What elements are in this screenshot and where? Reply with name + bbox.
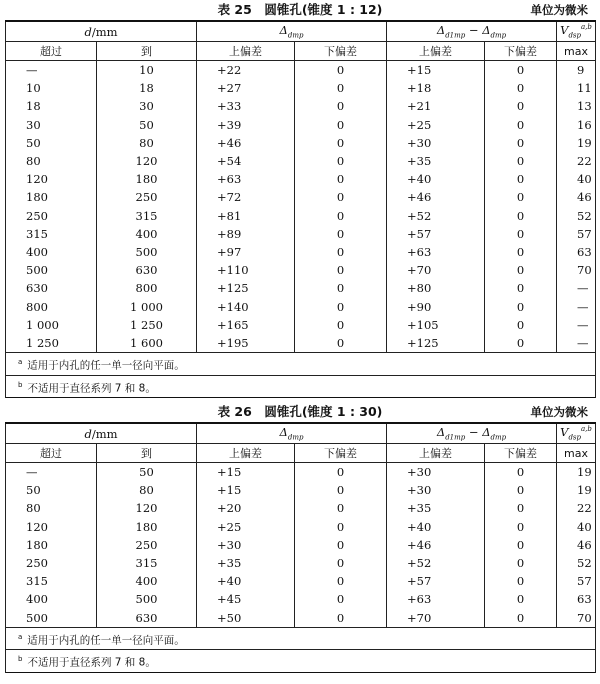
cell-max: 22: [557, 152, 596, 170]
cell-over: 500: [6, 261, 97, 279]
cell-lower: 0: [485, 152, 557, 170]
cell-upper: +35: [387, 499, 485, 517]
header-lower: 下偏差: [295, 42, 387, 61]
cell-upper: +40: [387, 518, 485, 536]
cell-upper: +33: [197, 97, 295, 115]
cell-upper: +57: [387, 572, 485, 590]
cell-over: 250: [6, 554, 97, 572]
cell-lower: 0: [485, 572, 557, 590]
cell-to: 10: [97, 61, 197, 80]
header-lower: 下偏差: [485, 42, 557, 61]
cell-over: 400: [6, 590, 97, 608]
table-row: [6, 499, 596, 517]
cell-lower: 0: [295, 134, 387, 152]
cell-max: 63: [557, 590, 596, 608]
cell-to: 50: [97, 463, 197, 482]
cell-to: 1 600: [97, 334, 197, 353]
cell-lower: 0: [485, 279, 557, 297]
cell-lower: 0: [485, 316, 557, 334]
header-v-group: $V_{dsp}^{a,b}$: [557, 423, 596, 444]
table-body: [6, 61, 596, 353]
cell-over: —: [6, 61, 97, 80]
cell-lower: 0: [485, 481, 557, 499]
cell-upper: +27: [197, 79, 295, 97]
cell-upper: +39: [197, 116, 295, 134]
cell-over: 1 250: [6, 334, 97, 353]
cell-lower: 0: [485, 518, 557, 536]
header-lower: 下偏差: [485, 444, 557, 463]
cell-to: 80: [97, 481, 197, 499]
cell-lower: 0: [295, 536, 387, 554]
cell-lower: 0: [295, 188, 387, 206]
cell-max: 52: [557, 207, 596, 225]
header-dmp-group: $\Delta_{dmp}$: [197, 423, 387, 444]
cell-upper: +140: [197, 297, 295, 315]
table-caption: [0, 402, 600, 422]
table-row: [6, 609, 596, 628]
cell-to: 630: [97, 609, 197, 628]
table-row: [6, 334, 596, 353]
cell-upper: +15: [387, 61, 485, 80]
cell-lower: 0: [485, 225, 557, 243]
cell-lower: 0: [295, 572, 387, 590]
cell-over: 250: [6, 207, 97, 225]
cell-upper: +15: [197, 463, 295, 482]
cell-upper: +50: [197, 609, 295, 628]
cell-over: 80: [6, 499, 97, 517]
footnote: $^b$ 不适用于直径系列 7 和 8。: [6, 375, 596, 398]
cell-lower: 0: [295, 116, 387, 134]
cell-max: —: [557, 334, 596, 353]
cell-to: 315: [97, 554, 197, 572]
header-upper: 上偏差: [197, 444, 295, 463]
cell-lower: 0: [295, 609, 387, 628]
table-caption: [0, 0, 600, 20]
cell-max: 70: [557, 261, 596, 279]
cell-upper: +90: [387, 297, 485, 315]
cell-max: 40: [557, 518, 596, 536]
cell-lower: 0: [485, 134, 557, 152]
cell-max: 11: [557, 79, 596, 97]
header-dmp-group: $\Delta_{dmp}$: [197, 21, 387, 42]
cell-to: 50: [97, 116, 197, 134]
cell-to: 120: [97, 152, 197, 170]
table-row: [6, 463, 596, 482]
cell-over: 400: [6, 243, 97, 261]
table-row: [6, 481, 596, 499]
cell-upper: +30: [387, 463, 485, 482]
cell-to: 1 250: [97, 316, 197, 334]
header-diff-group: $\Delta_{d1mp} - \Delta_{dmp}$: [387, 423, 557, 444]
header-max: max: [557, 42, 596, 61]
cell-lower: 0: [485, 188, 557, 206]
cell-upper: +52: [387, 554, 485, 572]
cell-lower: 0: [485, 536, 557, 554]
cell-max: 57: [557, 225, 596, 243]
table-row: [6, 518, 596, 536]
table-row: [6, 261, 596, 279]
cell-lower: 0: [295, 79, 387, 97]
cell-upper: +63: [197, 170, 295, 188]
header-upper: 上偏差: [197, 42, 295, 61]
cell-to: 250: [97, 536, 197, 554]
cell-upper: +97: [197, 243, 295, 261]
cell-upper: +25: [387, 116, 485, 134]
cell-upper: +22: [197, 61, 295, 80]
cell-to: 180: [97, 170, 197, 188]
cell-lower: 0: [295, 297, 387, 315]
table-row: [6, 116, 596, 134]
cell-max: —: [557, 316, 596, 334]
cell-upper: +15: [197, 481, 295, 499]
cell-upper: +70: [387, 609, 485, 628]
footnote: $^b$ 不适用于直径系列 7 和 8。: [6, 650, 596, 673]
cell-lower: 0: [295, 170, 387, 188]
cell-upper: +46: [387, 188, 485, 206]
cell-lower: 0: [295, 518, 387, 536]
table-row: [6, 590, 596, 608]
cell-max: 16: [557, 116, 596, 134]
cell-to: 180: [97, 518, 197, 536]
cell-lower: 0: [485, 609, 557, 628]
cell-over: —: [6, 463, 97, 482]
cell-lower: 0: [485, 116, 557, 134]
table-row: [6, 243, 596, 261]
header-to: 到: [97, 444, 197, 463]
table-row: [6, 61, 596, 80]
cell-upper: +52: [387, 207, 485, 225]
table-row: [6, 225, 596, 243]
cell-over: 630: [6, 279, 97, 297]
cell-over: 500: [6, 609, 97, 628]
cell-lower: 0: [485, 243, 557, 261]
cell-to: 400: [97, 572, 197, 590]
table-title: 表 26 圆锥孔(锥度 1 : 30): [217, 404, 383, 419]
cell-max: 19: [557, 463, 596, 482]
cell-lower: 0: [295, 61, 387, 80]
table-body: [6, 463, 596, 628]
cell-upper: +72: [197, 188, 295, 206]
table-row: [6, 572, 596, 590]
cell-to: 18: [97, 79, 197, 97]
cell-to: 630: [97, 261, 197, 279]
cell-over: 180: [6, 188, 97, 206]
cell-lower: 0: [485, 334, 557, 353]
cell-to: 30: [97, 97, 197, 115]
cell-lower: 0: [485, 61, 557, 80]
footnote: $^a$ 适用于内孔的任一单一径向平面。: [6, 627, 596, 650]
table-title: 表 25 圆锥孔(锥度 1 : 12): [217, 2, 383, 17]
cell-upper: +105: [387, 316, 485, 334]
cell-over: 1 000: [6, 316, 97, 334]
cell-upper: +89: [197, 225, 295, 243]
cell-lower: 0: [295, 499, 387, 517]
cell-upper: +63: [387, 590, 485, 608]
cell-max: 52: [557, 554, 596, 572]
cell-upper: +20: [197, 499, 295, 517]
cell-upper: +30: [197, 536, 295, 554]
cell-max: 13: [557, 97, 596, 115]
cell-upper: +54: [197, 152, 295, 170]
table-row: [6, 152, 596, 170]
cell-lower: 0: [295, 243, 387, 261]
cell-upper: +30: [387, 134, 485, 152]
cell-to: 800: [97, 279, 197, 297]
cell-lower: 0: [485, 463, 557, 482]
cell-max: 63: [557, 243, 596, 261]
cell-max: —: [557, 279, 596, 297]
cell-max: 70: [557, 609, 596, 628]
cell-upper: +63: [387, 243, 485, 261]
cell-lower: 0: [485, 79, 557, 97]
cell-max: 46: [557, 188, 596, 206]
cell-upper: +57: [387, 225, 485, 243]
header-diff-group: $\Delta_{d1mp} - \Delta_{dmp}$: [387, 21, 557, 42]
cell-to: 250: [97, 188, 197, 206]
unit-label: 单位为微米: [530, 405, 588, 419]
header-upper: 上偏差: [387, 444, 485, 463]
cell-lower: 0: [295, 463, 387, 482]
tolerance-table-26: [5, 422, 596, 673]
cell-lower: 0: [295, 334, 387, 353]
cell-upper: +81: [197, 207, 295, 225]
cell-upper: +125: [387, 334, 485, 353]
table-row: [6, 79, 596, 97]
cell-lower: 0: [295, 316, 387, 334]
cell-lower: 0: [295, 590, 387, 608]
header-lower: 下偏差: [295, 444, 387, 463]
cell-over: 10: [6, 79, 97, 97]
cell-lower: 0: [485, 170, 557, 188]
cell-over: 50: [6, 481, 97, 499]
cell-lower: 0: [295, 481, 387, 499]
table-row: [6, 536, 596, 554]
cell-lower: 0: [485, 590, 557, 608]
table-row: [6, 134, 596, 152]
cell-lower: 0: [295, 261, 387, 279]
cell-over: 800: [6, 297, 97, 315]
unit-label: 单位为微米: [530, 3, 588, 17]
cell-lower: 0: [295, 152, 387, 170]
cell-to: 120: [97, 499, 197, 517]
cell-over: 120: [6, 518, 97, 536]
cell-over: 315: [6, 225, 97, 243]
header-over: 超过: [6, 444, 97, 463]
cell-over: 180: [6, 536, 97, 554]
tolerance-table-25: [5, 20, 596, 398]
cell-upper: +35: [387, 152, 485, 170]
cell-to: 315: [97, 207, 197, 225]
cell-upper: +195: [197, 334, 295, 353]
cell-max: 19: [557, 134, 596, 152]
cell-over: 50: [6, 134, 97, 152]
cell-lower: 0: [485, 261, 557, 279]
cell-max: —: [557, 297, 596, 315]
header-max: max: [557, 444, 596, 463]
cell-max: 19: [557, 481, 596, 499]
cell-upper: +40: [387, 170, 485, 188]
cell-max: 22: [557, 499, 596, 517]
header-over: 超过: [6, 42, 97, 61]
table-row: [6, 207, 596, 225]
cell-upper: +25: [197, 518, 295, 536]
cell-over: 18: [6, 97, 97, 115]
header-d-group: d/mm: [6, 423, 197, 444]
cell-over: 80: [6, 152, 97, 170]
table-row: [6, 316, 596, 334]
table-row: [6, 554, 596, 572]
cell-max: 57: [557, 572, 596, 590]
cell-to: 1 000: [97, 297, 197, 315]
table-row: [6, 97, 596, 115]
cell-upper: +21: [387, 97, 485, 115]
cell-upper: +46: [197, 134, 295, 152]
cell-upper: +18: [387, 79, 485, 97]
cell-upper: +46: [387, 536, 485, 554]
cell-lower: 0: [295, 554, 387, 572]
cell-to: 80: [97, 134, 197, 152]
cell-lower: 0: [295, 207, 387, 225]
cell-lower: 0: [485, 297, 557, 315]
cell-max: 9: [557, 61, 596, 80]
table-row: [6, 188, 596, 206]
cell-upper: +45: [197, 590, 295, 608]
cell-to: 500: [97, 243, 197, 261]
table-row: [6, 170, 596, 188]
cell-upper: +35: [197, 554, 295, 572]
cell-over: 315: [6, 572, 97, 590]
cell-lower: 0: [485, 554, 557, 572]
cell-lower: 0: [295, 97, 387, 115]
cell-upper: +70: [387, 261, 485, 279]
header-to: 到: [97, 42, 197, 61]
cell-to: 400: [97, 225, 197, 243]
cell-upper: +110: [197, 261, 295, 279]
header-v-group: $V_{dsp}^{a,b}$: [557, 21, 596, 42]
header-d-group: d/mm: [6, 21, 197, 42]
footnote: $^a$ 适用于内孔的任一单一径向平面。: [6, 353, 596, 376]
cell-upper: +165: [197, 316, 295, 334]
cell-lower: 0: [485, 207, 557, 225]
header-upper: 上偏差: [387, 42, 485, 61]
cell-max: 40: [557, 170, 596, 188]
table-row: [6, 279, 596, 297]
cell-upper: +40: [197, 572, 295, 590]
cell-max: 46: [557, 536, 596, 554]
cell-upper: +80: [387, 279, 485, 297]
cell-lower: 0: [295, 225, 387, 243]
cell-lower: 0: [485, 97, 557, 115]
cell-to: 500: [97, 590, 197, 608]
cell-over: 30: [6, 116, 97, 134]
cell-over: 120: [6, 170, 97, 188]
cell-lower: 0: [485, 499, 557, 517]
cell-lower: 0: [295, 279, 387, 297]
cell-upper: +125: [197, 279, 295, 297]
table-row: [6, 297, 596, 315]
cell-upper: +30: [387, 481, 485, 499]
